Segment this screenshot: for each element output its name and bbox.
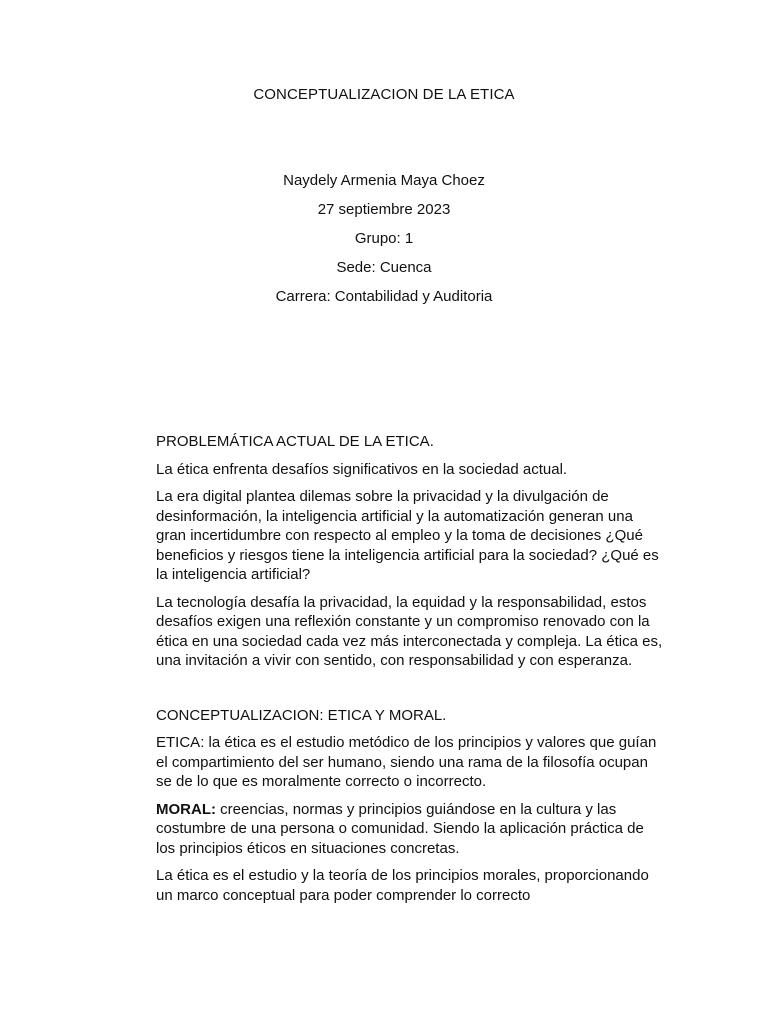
campus-label: Sede: Cuenca bbox=[336, 259, 432, 276]
cover-metadata bbox=[0, 171, 768, 316]
section-spacer bbox=[156, 679, 664, 706]
paragraph-technology: La tecnología desafía la privacidad, la equidad y la responsabilidad, estos desafíos exigen una reflexión constante y un compromiso renovado con la ética en una sociedad cada vez más interconectada y compleja. La ética es, una invitación a vivir con sentido, con responsabilidad y con esperanza. bbox=[156, 593, 663, 669]
paragraph-intro: La ética enfrenta desafíos significativos en la sociedad actual. bbox=[156, 460, 568, 478]
career-label: Carrera: Contabilidad y Auditoria bbox=[275, 288, 493, 305]
document-body bbox=[156, 432, 664, 913]
paragraph-etica-theory: La ética es el estudio y la teoría de los principios morales, proporcionando un marco conceptual para poder comprender lo correcto bbox=[156, 867, 649, 904]
document-date: 27 septiembre 2023 bbox=[317, 201, 451, 218]
author-name: Naydely Armenia Maya Choez bbox=[283, 172, 485, 189]
etica-definition-text: : la ética es el estudio metódico de los principios y valores que guían el compartimiento del ser humano, siendo una rama de la filosofía ocupan se de lo que es moralmente correcto o incorrecto. bbox=[156, 734, 657, 790]
moral-term: MORAL: bbox=[156, 800, 216, 818]
paragraph-etica-definition bbox=[156, 733, 664, 792]
section-heading-conceptualizacion: CONCEPTUALIZACION: ETICA Y MORAL. bbox=[156, 706, 447, 724]
moral-definition-text: creencias, normas y principios guiándose en la cultura y las costumbre de una persona o comunidad. Siendo la aplicación práctica de los principios éticos en situaciones concretas. bbox=[156, 800, 644, 857]
section-heading-problematica: PROBLEMÁTICA ACTUAL DE LA ETICA. bbox=[156, 433, 434, 450]
group-label: Grupo: 1 bbox=[354, 230, 414, 247]
paragraph-digital-era: La era digital plantea dilemas sobre la privacidad y la divulgación de desinformación, la inteligencia artificial y la automatización generan una gran incertidumbre con respecto al empleo y la toma de decisiones ¿Qué beneficios y riesgos tiene la inteligencia artificial para la sociedad? ¿Qué es la inteligencia artificial? bbox=[156, 488, 659, 583]
etica-term: ETICA bbox=[156, 734, 201, 751]
paragraph-moral-definition bbox=[156, 800, 664, 859]
document-title: CONCEPTUALIZACION DE LA ETICA bbox=[253, 86, 515, 103]
